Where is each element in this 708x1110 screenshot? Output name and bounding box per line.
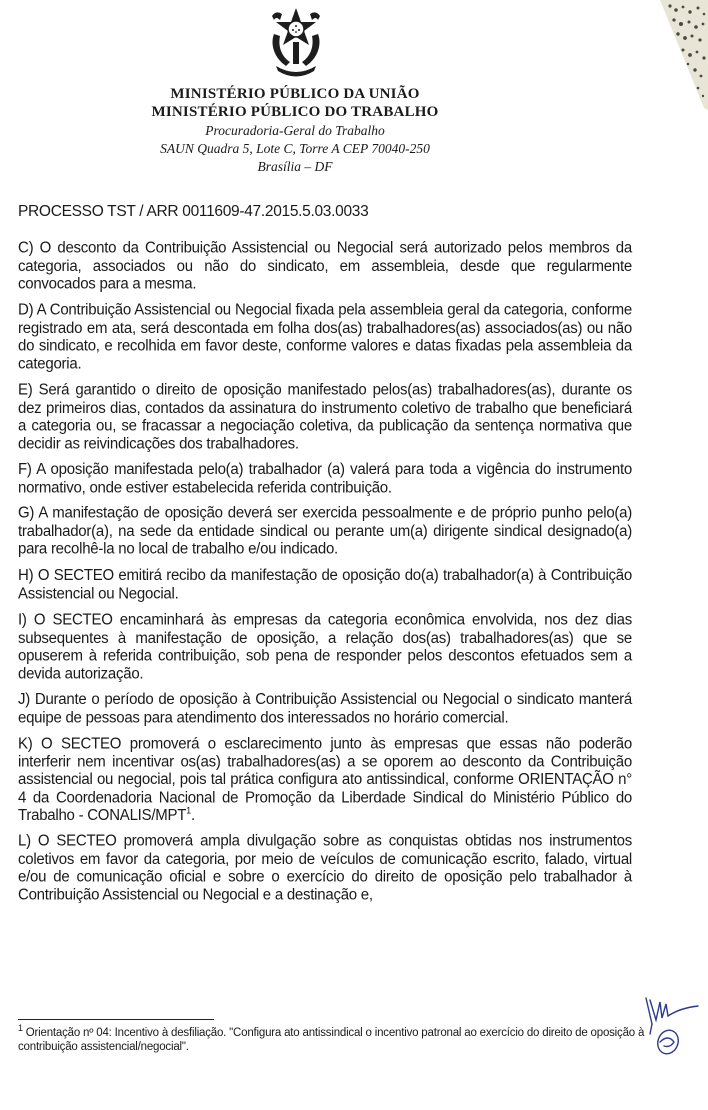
paragraph-k: [18, 735, 632, 825]
paragraph-c: C) O desconto da Contribuição Assistencial ou Negocial será autorizado pelos membros da categoria, associados ou não do sindicato, em assembleia, desde que regularmente convocados para a mesma.: [18, 239, 632, 293]
paper-texture-decoration: [648, 0, 708, 110]
process-number: PROCESSO TST / ARR 0011609-47.2015.5.03.0033: [18, 203, 369, 220]
address: SAUN Quadra 5, Lote C, Torre A CEP 70040-250: [160, 141, 430, 156]
org-line-1: MINISTÉRIO PÚBLICO DA UNIÃO: [170, 86, 420, 102]
paragraph-i: I) O SECTEO encaminhará às empresas da categoria econômica envolvida, nos dez dias subsequentes à manifestação de oposição, a relação dos(as) trabalhadores(as) que se opuserem à referida contribuição, sob pena de responder pelos descontos efetuados sem a devida autorização.: [18, 611, 632, 683]
paragraph-f: F) A oposição manifestada pelo(a) trabalhador (a) valerá para toda a vigência do instrumento normativo, onde estiver estabelecida referida contribuição.: [18, 460, 632, 497]
paragraph-j: J) Durante o período de oposição à Contribuição Assistencial ou Negocial o sindicato manterá equipe de pessoas para atendimento dos interessados no horário comercial.: [18, 691, 632, 727]
document-body: [18, 240, 632, 912]
paragraph-l: L) O SECTEO promoverá ampla divulgação sobre as conquistas obtidas nos instrumentos coletivos em favor da categoria, por meio de veículos de comunicação escrito, falado, virtual e/ou de comunicação oficial e sobre o exercício do direito de oposição pelo trabalhador à Contribuição Assistencial ou Negocial e a destinação e,: [18, 832, 632, 904]
footnote-text: Orientação nº 04: Incentivo à desfiliação. "Configura ato antissindical o incentivo patronal ao exercício do direito de oposição à contribuição assistencial/negocial".: [18, 1027, 645, 1053]
paragraph-g: G) A manifestação de oposição deverá ser exercida pessoalmente e de próprio punho pelo(a) trabalhador(a), na sede da entidade sindical ou perante um(a) dirigente sindical designado(a) para recolhê-la no local de trabalho e/ou indicado.: [18, 504, 632, 559]
brazil-coat-of-arms-icon: [268, 4, 324, 82]
footnote-divider: [18, 1019, 214, 1020]
footnote: [18, 1023, 648, 1054]
paragraph-d: D) A Contribuição Assistencial ou Negocial fixada pela assembleia geral da categoria, conforme registrado em ata, será descontada em folha dos(as) trabalhadores(as) associados(as) ou não do sindicato, e recolhida em favor deste, conforme valores e datas fixadas pela assembleia da categoria.: [18, 301, 632, 373]
paragraph-k-text: K) O SECTEO promoverá o esclarecimento junto às empresas que essas não poderão interferir nem incentivar os(as) trabalhadores(as) a se oporem ao desconto da Contribuição assistencial ou negocial, pois tal prática configura ato antissindical, conforme ORIENTAÇÃO n° 4 da Coordenadoria Nacional de Promoção da Liberdade Sindical do Ministério Público do Trabalho - CONALIS/MPT: [18, 734, 632, 824]
paragraph-h: H) O SECTEO emitirá recibo da manifestação de oposição do(a) trabalhador(a) à Contribuição Assistencial ou Negocial.: [18, 567, 632, 603]
footnote-marker: 1: [18, 1023, 23, 1034]
city: Brasília – DF: [257, 159, 333, 174]
paragraph-k-trailing: .: [190, 806, 195, 824]
org-line-2: MINISTÉRIO PÚBLICO DO TRABALHO: [151, 104, 439, 120]
footnote-reference[interactable]: 1: [186, 805, 191, 816]
handwritten-initials-icon: [640, 990, 702, 1068]
department: Procuradoria-Geral do Trabalho: [205, 123, 385, 138]
paragraph-e: E) Será garantido o direito de oposição manifestado pelos(as) trabalhadores(as), durante os dez primeiros dias, contados da assinatura do instrumento coletivo de trabalho que beneficiará a categoria ou, se fracassar a negociação coletiva, da publicação da sentença normativa que decidir as reivindicações dos trabalhadores.: [18, 380, 632, 453]
